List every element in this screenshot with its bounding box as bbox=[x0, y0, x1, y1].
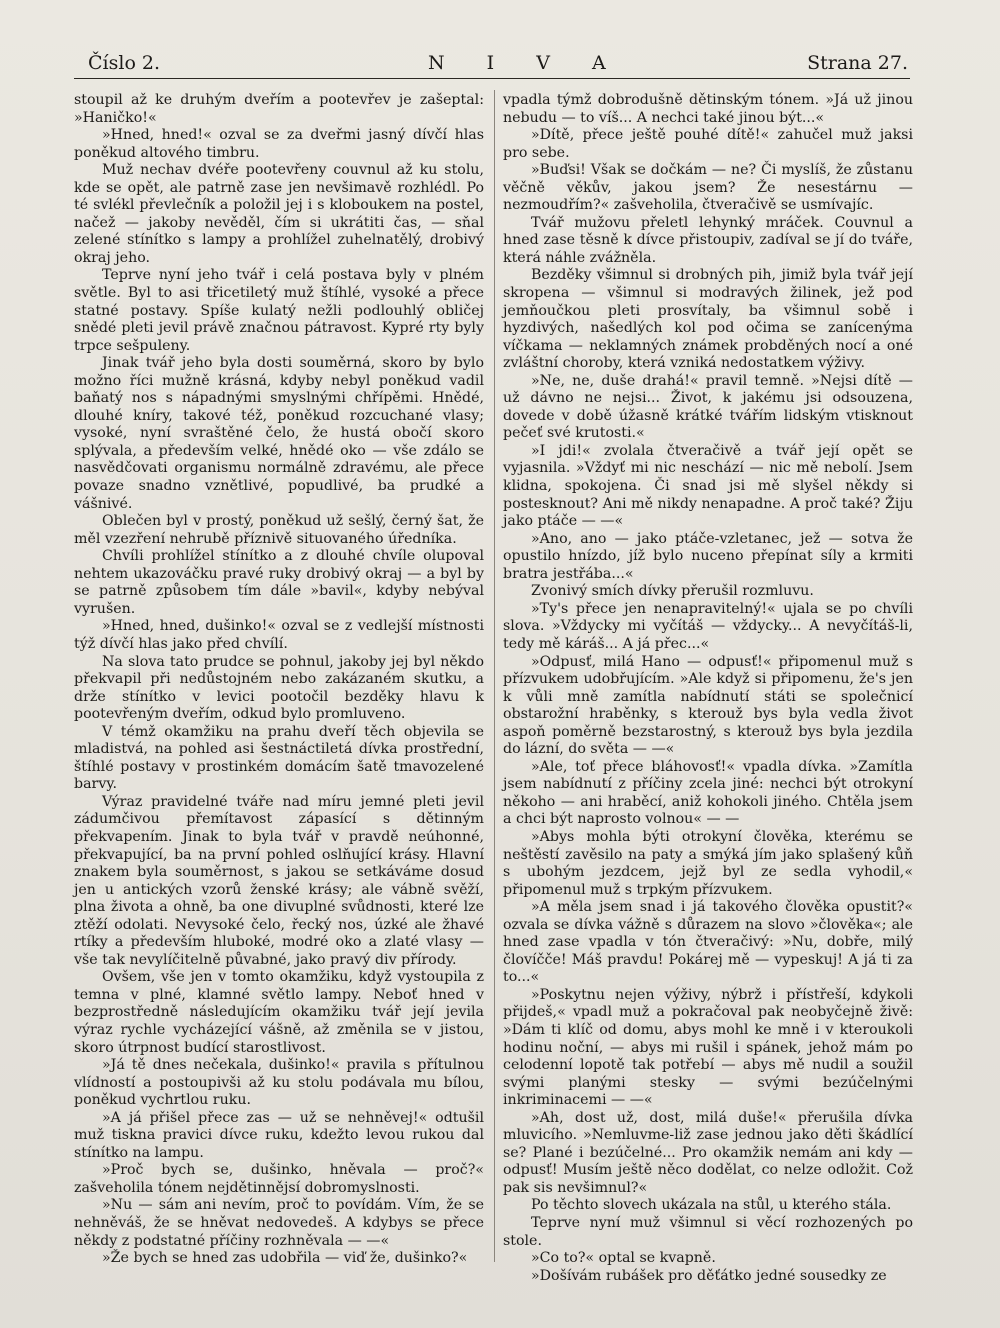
paragraph: Oblečen byl v prostý, poněkud už sešlý, černý šat, že měl vzezření nehrubě příznivě situovaného úředníka. bbox=[74, 513, 484, 547]
paragraph: V témž okamžiku na prahu dveří těch objevila se mladistvá, na pohled asi šestnáctiletá dívka prostřední, štíhlé postavy v prostinkém domácím šatě tmavozelené barvy. bbox=[74, 723, 484, 793]
paragraph: »Buďsi! Však se dočkám — ne? Či myslíš, že zůstanu věčně věkův, jakou jsem? Že nesestárnu — nezmoudřím?« zašveholila, čtveračivě se usmívajíc. bbox=[503, 162, 913, 214]
paragraph: »Došívám rubášek pro děťátko jedné sousedky ze bbox=[531, 1267, 887, 1284]
paragraph: »Hned, hned!« ozval se za dveřmi jasný dívčí hlas poněkud altového timbru. bbox=[74, 127, 484, 161]
paragraph: Teprve nyní muž všimnul si věcí rozhozených po stole. bbox=[503, 1215, 913, 1249]
paragraph: vpadla týmž dobrodušně dětinským tónem. »Já už jinou nebudu — to víš... A nechci také jinou být...« bbox=[503, 92, 913, 126]
column-divider bbox=[494, 90, 495, 1262]
paragraph: Teprve nyní jeho tvář i celá postava byly v plném světle. Byl to asi třicetiletý muž štíhlé, vysoké a přece statné postavy. Spíše kulatý nežli podlouhlý obličej snědé pleti jevil právě značnou pátravost. Kypré rty byly trpce sešpuleny. bbox=[74, 267, 484, 354]
paragraph: Zvonivý smích dívky přerušil rozmluvu. bbox=[531, 583, 814, 600]
left-column bbox=[74, 92, 484, 1268]
paragraph: »Nu — sám ani nevím, proč to povídám. Vím, že se nehněváš, že se hněvat nedovedeš. A kdybys se přece někdy z podstatné příčiny rozhněvala — —« bbox=[74, 1197, 484, 1249]
paragraph: »Ty's přece jen nenapravitelný!« ujala se po chvíli slova. »Vždycky mi vyčítáš — vždycky... A nevyčítáš-li, tedy mě káráš... A já přec...« bbox=[503, 600, 913, 652]
paragraph: Jinak tvář jeho byla dosti souměrná, skoro by bylo možno říci mužně krásná, kdyby nebyl poněkud vadil baňatý nos s nápadnými smyslnými chřípěmi. Hnědé, dlouhé kníry, takové též, poněkud rozcuchané vlasy; vysoké, nyní svraštěné čelo, že hustá obočí skoro splývala, a především velké, hnědé oko — vše zdálo se nasvědčovati organismu normálně zdravému, ale přece povaze snadno vznětlivé, popudlivé, ba prudké a vášnivé. bbox=[74, 355, 484, 512]
paragraph: Výraz pravidelné tváře nad míru jemné pleti jevil zádumčivou přemítavost zápasící s dětinným překvapením. Jinak to byla tvář v pravdě neúhonné, překvapující, ba na první pohled oslňující krásy. Hlavní znakem byla souměrnost, s jakou se setkáváme dosud jen u antických vzorů ženské krásy; ale vábně svěží, plna života a ohně, ba one divuplné svůdnosti, které lze ztěží odolati. Nevysoké čelo, řecký nos, úzké ale žhavé rtíky a především hluboké, modré oko a zlaté vlasy — vše tak nevylíčitelně půvabné, jako pravý div přírody. bbox=[74, 793, 484, 968]
paragraph: Chvíli prohlížel stínítko a z dlouhé chvíle olupoval nehtem ukazováčku pravé ruky drobivý okraj — a byl by se patrně způsobem tím dále »bavil«, kdyby nebýval vyrušen. bbox=[74, 548, 484, 617]
paragraph: »Ano, ano — jako ptáče-vzletanec, jež — sotva že opustilo hnízdo, jíž bylo nuceno přepínat síly a krmiti bratra jestřába...« bbox=[503, 530, 913, 582]
paragraph: »Co to?« optal se kvapně. bbox=[531, 1250, 716, 1267]
header-rule bbox=[74, 78, 910, 79]
paragraph: Ovšem, vše jen v tomto okamžiku, když vystoupila z temna v plné, klamné světlo lampy. Neboť hned v bezprostředně následujícím okamžiku tvář její jevila výraz rychle vycházející vášně, až změnila se v jistou, skoro útrpnost budící starostlivost. bbox=[74, 969, 484, 1056]
paragraph: Tvář mužovu přeletl lehynký mráček. Couvnul a hned zase těsně k dívce přistoupiv, zadíval se jí do tváře, která náhle zvážněla. bbox=[503, 214, 913, 266]
journal-title: N I V A bbox=[428, 52, 624, 74]
paragraph: »Že bych se hned zas udobřila — viď že, dušinko?« bbox=[102, 1250, 468, 1267]
paragraph: »Poskytnu nejen výživy, nýbrž i přístřeší, kdykoli přijdeš,« vpadl muž a pokračoval pak neobyčejně živě: »Dám ti klíč od domu, abys mohl ke mně i v kteroukoli hodinu noční, — abys mi rušil i spánek, jehož mám po celodenní lopotě tak potřebí — abys mě nudil a soužil svými planými stesky — svými bezúčelnými inkriminacemi — —« bbox=[503, 986, 913, 1109]
paragraph: »Proč bych se, dušinko, hněvala — proč?« zašveholila tónem nejdětinnějsí dobromyslnosti. bbox=[74, 1162, 484, 1196]
paragraph: »A měla jsem snad i já takového člověka opustit?« ozvala se dívka vážně s důrazem na slovo »člověka«; ale hned zase vpadla v tón čtveračivý: »Nu, dobře, milý človíčče! Máš pravdu! Pokárej mě — vypeskuj! A já ti za to...« bbox=[503, 899, 913, 986]
paragraph: »A já přišel přece zas — už se nehněvej!« odtušil muž tiskna pravici dívce ruku, kdežto levou rukou dal stínítko na lampu. bbox=[74, 1109, 484, 1161]
paragraph: »Odpusť, milá Hano — odpusť!« připomenul muž s přízvukem udobřujícím. »Ale když si připomenu, že's jen k vůli mně zamítla nabídnutí státi se společnicí obstarožní hraběnky, s kterouž bys byla vedla život aspoň poměrně bezstarostný, s kterouž bys byla jezdila do lázní, do světa — —« bbox=[503, 653, 913, 758]
paragraph: »Abys mohla býti otrokyní člověka, kterému se neštěstí zavěsilo na paty a smýká jím jako splašený kůň s ubohým jezdcem, jejž byl ze sedla vyhodil,« připomenul muž s trpkým přízvukem. bbox=[503, 828, 913, 898]
paragraph: »Ale, toť přece bláhovosť!« vpadla dívka. »Zamítla jsem nabídnutí z příčiny zcela jiné: nechci být otrokyní někoho — ani hraběcí, aniž kohokoli jiného. Chtěla jsem a chci být naprosto volnou« — — bbox=[503, 758, 913, 828]
page-header bbox=[88, 46, 908, 76]
paragraph: »Já tě dnes nečekala, dušinko!« pravila s přítulnou vlídností a postoupivši až ku stolu podávala mu bílou, poněkud vychrtlou ruku. bbox=[74, 1057, 484, 1109]
paragraph: »Hned, hned, dušinko!« ozval se z vedlejší místnosti týž dívčí hlas jako před chvílí. bbox=[74, 618, 484, 652]
issue-number: Číslo 2. bbox=[88, 52, 161, 74]
paragraph: Muž nechav dvéře pootevřeny couvnul až ku stolu, kde se opět, ale patrně zase jen nevšimavě rozhlédl. Po té svlékl převlečník a položil jej i s kloboukem na postel, načež — jakoby nevěděl, čím si ukrátiti čas, — sňal zelené stínítko s lampy a prohlížel zuhelnatělý, drobivý okraj jeho. bbox=[74, 162, 484, 266]
paragraph: »Dítě, přece ještě pouhé dítě!« zahučel muž jaksi pro sebe. bbox=[503, 127, 913, 161]
right-column bbox=[503, 92, 913, 1285]
paragraph: »I jdi!« zvolala čtveračivě a tvář její opět se vyjasnila. »Vždyť mi nic neschází — nic mě nebolí. Jsem klidna, spokojena. Či snad jsi mě slyšel někdy si postesknout? Ani mě nikdy nenapadne. A proč také? Žiju jako ptáče — —« bbox=[503, 442, 913, 530]
page-number: Strana 27. bbox=[807, 52, 908, 74]
paragraph: stoupil až ke druhým dveřím a pootevřev je zašeptal: »Haničko!« bbox=[74, 92, 484, 126]
paragraph: Na slova tato prudce se pohnul, jakoby jej byl někdo překvapil při nedůstojném nebo zakázaném skutku, a drže stínítko v levici pootočil bezděky hlavu k pootevřeným dveřím, odkud bylo promluveno. bbox=[74, 653, 484, 723]
paragraph: »Ne, ne, duše drahá!« pravil temně. »Nejsi dítě — už dávno ne nejsi... Život, k jakému jsi odsouzena, dovede v době úžasně krátké tvářím lidským vtisknout pečeť své krutosti.« bbox=[503, 372, 913, 442]
paragraph: »Ah, dost už, dost, milá duše!« přerušila dívka mluvicího. »Nemluvme-liž zase jednou jako děti škádlící se? Plané i bezúčelné... Pro okamžik nemám ani kdy — odpusť! Musím ještě něco dodělat, co nelze odložit. Což pak sis nevšimnul?« bbox=[503, 1109, 913, 1196]
paragraph: Po těchto slovech ukázala na stůl, u kterého stála. bbox=[531, 1197, 892, 1214]
paragraph: Bezděky všimnul si drobných pih, jimiž byla tvář její skropena — všimnul si modravých žilinek, jež pod jemňoučkou pleti prosvítaly, ba všimnul sobě i hyzdivých, našedlých kol pod očima se zanícenýma víčkama — neklamných známek probděných nocí a oné zvláštní choroby, která vzniká nedostatkem výživy. bbox=[503, 267, 913, 372]
